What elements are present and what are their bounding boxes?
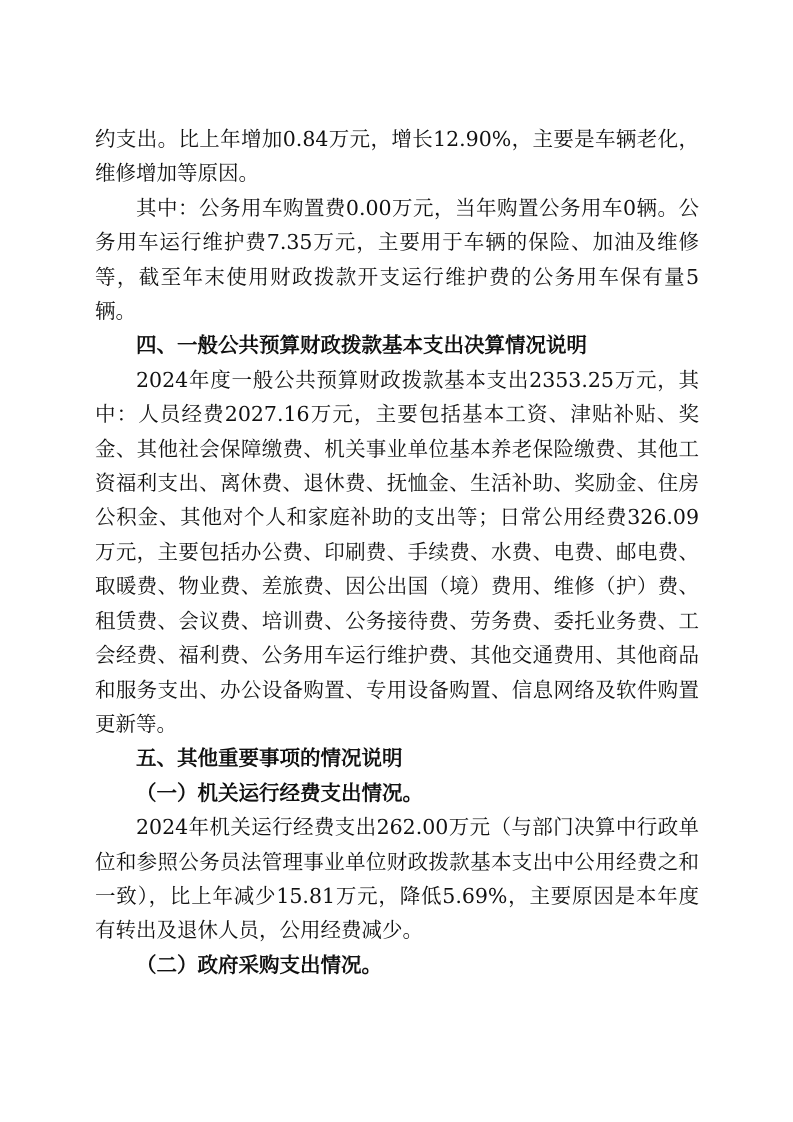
subheading-operating-funds: （一）机关运行经费支出情况。 (136, 780, 423, 805)
paragraph-vehicle-expense-continued: 约支出。比上年增加0.84万元，增长12.90%，主要是车辆老化，维修增加等原因。 (95, 127, 699, 186)
document-body (95, 122, 699, 982)
section-heading-4: 四、一般公共预算财政拨款基本支出决算情况说明 (136, 333, 587, 358)
subheading-government-procurement: （二）政府采购支出情况。 (136, 952, 382, 977)
paragraph-operating-funds: 2024年机关运行经费支出262.00万元（与部门决算中行政单位和参照公务员法管理事业单位财政拨款基本支出中公用经费之和一致），比上年减少15.81万元，降低5.69%，主要原因是本年度有转出及退休人员，公用经费减少。 (95, 815, 699, 943)
paragraph-vehicle-purchase: 其中：公务用车购置费0.00万元，当年购置公务用车0辆。公务用车运行维护费7.35万元，主要用于车辆的保险、加油及维修等，截至年末使用财政拨款开支运行维护费的公务用车保有量5辆。 (95, 195, 699, 324)
section-heading-5: 五、其他重要事项的情况说明 (136, 746, 403, 771)
paragraph-basic-expenditure: 2024年度一般公共预算财政拨款基本支出2353.25万元，其中：人员经费2027.16万元，主要包括基本工资、津贴补贴、奖金、其他社会保障缴费、机关事业单位基本养老保险缴费、其他工资福利支出、离休费、退休费、抚恤金、生活补助、奖励金、住房公积金、其他对个人和家庭补助的支出等；日常公用经费326.09万元，主要包括办公费、印刷费、手续费、水费、电费、邮电费、取暖费、物业费、差旅费、因公出国（境）费用、维修（护）费、租赁费、会议费、培训费、公务接待费、劳务费、委托业务费、工会经费、福利费、公务用车运行维护费、其他交通费用、其他商品和服务支出、办公设备购置、专用设备购置、信息网络及软件购置更新等。 (95, 367, 699, 736)
